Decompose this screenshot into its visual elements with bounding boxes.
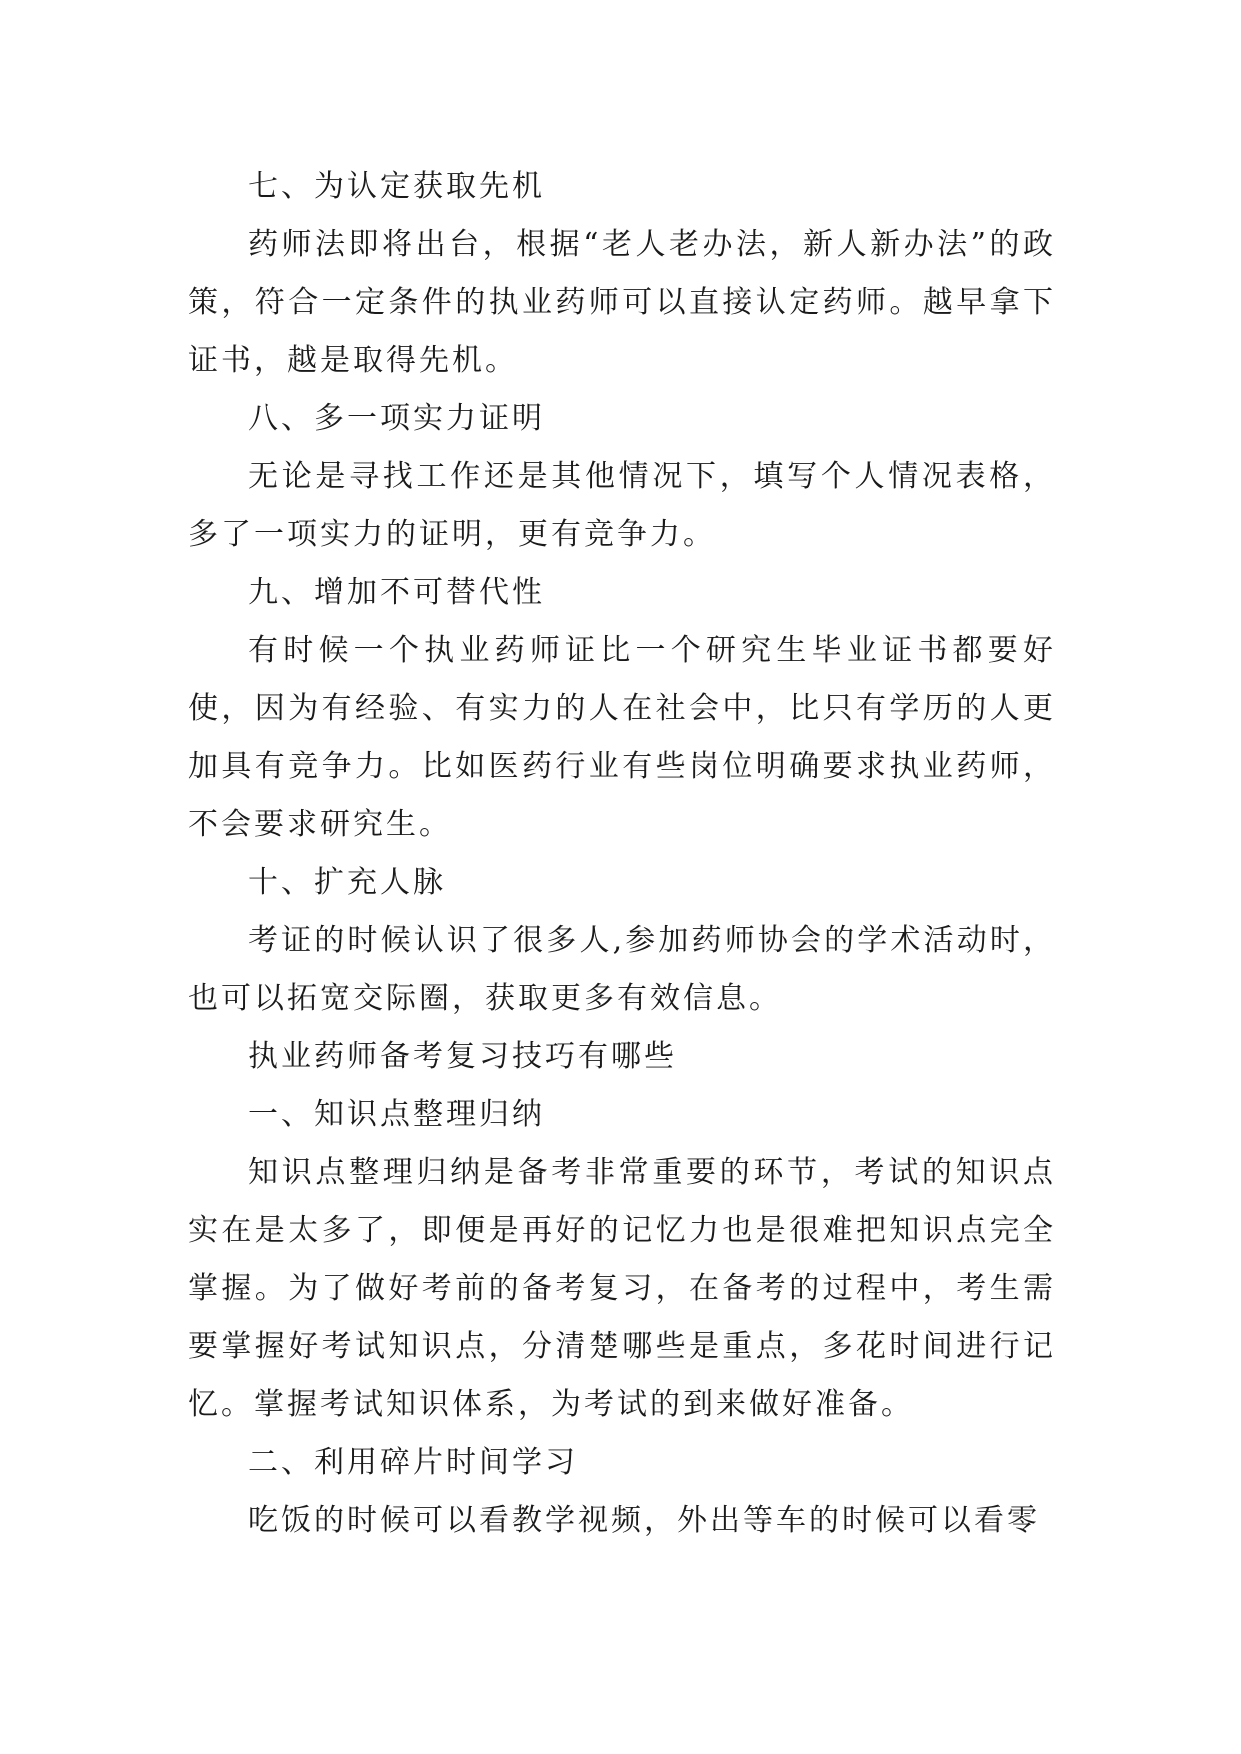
tip-heading-2: 二、利用碎片时间学习 — [248, 1445, 578, 1480]
section-heading-7: 七、为认定获取先机 — [248, 169, 545, 204]
tip-paragraph-2: 吃饭的时候可以看教学视频，外出等车的时候可以看零 — [248, 1503, 1040, 1538]
section-heading-10: 十、扩充人脉 — [248, 865, 446, 900]
tip-paragraph-1: 知识点整理归纳是备考非常重要的环节，考试的知识点实在是太多了，即便是再好的记忆力也是很难把知识点完全掌握。为了做好考前的备考复习，在备考的过程中，考生需要掌握好考试知识点，分清楚哪些是重点，多花时间进行记忆。掌握考试知识体系，为考试的到来做好准备。 — [188, 1155, 1056, 1422]
document-page — [188, 158, 1056, 1550]
section-heading-8: 八、多一项实力证明 — [248, 401, 545, 436]
paragraph-9: 有时候一个执业药师证比一个研究生毕业证书都要好使，因为有经验、有实力的人在社会中，比只有学历的人更加具有竞争力。比如医药行业有些岗位明确要求执业药师，不会要求研究生。 — [188, 633, 1056, 842]
paragraph-10: 考证的时候认识了很多人,参加药师协会的学术活动时，也可以拓宽交际圈，获取更多有效信息。 — [188, 923, 1056, 1016]
paragraph-7: 药师法即将出台，根据“老人老办法，新人新办法”的政策，符合一定条件的执业药师可以直接认定药师。越早拿下证书，越是取得先机。 — [188, 227, 1056, 378]
tip-heading-1: 一、知识点整理归纳 — [248, 1097, 545, 1132]
section-heading-9: 九、增加不可替代性 — [248, 575, 545, 610]
section-title-review-tips: 执业药师备考复习技巧有哪些 — [248, 1039, 677, 1074]
paragraph-8: 无论是寻找工作还是其他情况下，填写个人情况表格，多了一项实力的证明，更有竞争力。 — [188, 459, 1056, 552]
